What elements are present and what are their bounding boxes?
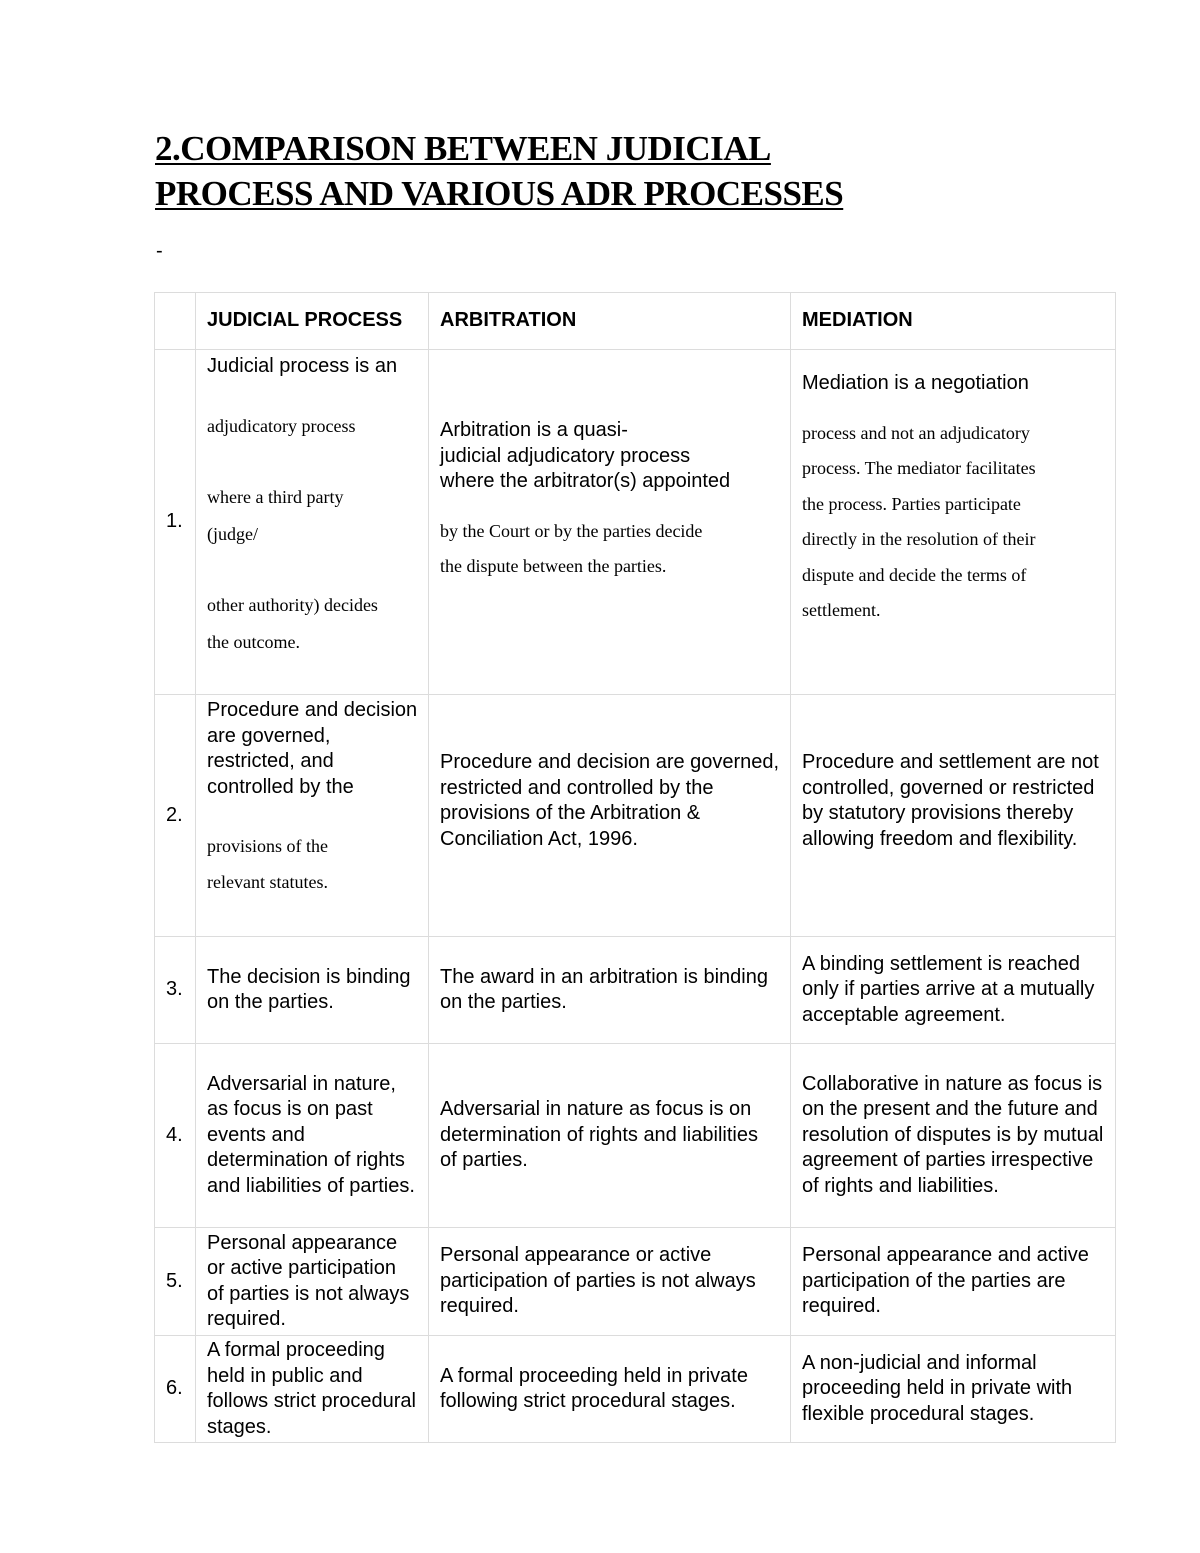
table-row	[155, 1336, 1116, 1443]
judicial-cell: Personal appearance or active participation of parties is not always required.	[196, 1228, 429, 1336]
cell-line: where the arbitrator(s) appointed	[440, 470, 731, 492]
arbitration-cell: The award in an arbitration is binding on the parties.	[429, 937, 791, 1044]
table-row	[155, 695, 1116, 937]
mediation-cell: Procedure and settlement are not controlled, governed or restricted by statutory provisions thereby allowing freedom and flexibility.	[791, 695, 1116, 937]
title-line-2: PROCESS AND VARIOUS ADR PROCESSES	[155, 174, 844, 213]
mediation-cell	[791, 350, 1116, 695]
cell-line: other authority) decides	[207, 595, 378, 615]
header-number	[155, 293, 196, 350]
cell-line: dispute and decide the terms of	[802, 564, 1027, 585]
cell-line: Procedure and decision are governed, restricted, and controlled by the	[207, 699, 418, 798]
arbitration-cell: Personal appearance or active participation of parties is not always required.	[429, 1228, 791, 1336]
cell-line: relevant statutes.	[207, 871, 328, 892]
mediation-cell: A binding settlement is reached only if parties arrive at a mutually acceptable agreement.	[791, 937, 1116, 1044]
cell-line: process. The mediator facilitates	[802, 458, 1036, 478]
row-number: 1.	[155, 350, 196, 695]
cell-line: provisions of the	[207, 836, 328, 856]
cell-line: settlement.	[802, 600, 881, 620]
header-judicial-process: JUDICIAL PROCESS	[196, 293, 429, 350]
cell-line: Judicial process is an	[207, 355, 398, 377]
cell-line: where a third party	[207, 487, 344, 507]
cell-line: by the Court or by the parties decide	[440, 520, 703, 541]
judicial-cell: A formal proceeding held in public and follows strict procedural stages.	[196, 1336, 429, 1443]
arbitration-cell: Procedure and decision are governed, restricted and controlled by the provisions of the Arbitration & Conciliation Act, 1996.	[429, 695, 791, 937]
mediation-cell: A non-judicial and informal proceeding held in private with flexible procedural stages.	[791, 1336, 1116, 1443]
header-arbitration: ARBITRATION	[429, 293, 791, 350]
table-row	[155, 1228, 1116, 1336]
table-header-row	[155, 293, 1116, 350]
judicial-cell	[196, 695, 429, 937]
dash-marker: -	[156, 240, 163, 262]
cell-line: Arbitration is a quasi-	[440, 419, 628, 441]
row-number: 2.	[155, 695, 196, 937]
mediation-cell: Collaborative in nature as focus is on the present and the future and resolution of disputes is by mutual agreement of parties irrespective of rights and liabilities.	[791, 1044, 1116, 1228]
cell-line: process and not an adjudicatory	[802, 422, 1030, 443]
document-title	[155, 126, 1055, 216]
cell-line: adjudicatory process	[207, 415, 356, 436]
judicial-cell	[196, 350, 429, 695]
table-row	[155, 1044, 1116, 1228]
header-mediation: MEDIATION	[791, 293, 1116, 350]
cell-line: Mediation is a negotiation	[802, 372, 1029, 394]
cell-line: the outcome.	[207, 631, 300, 652]
table-row	[155, 937, 1116, 1044]
cell-line: directly in the resolution of their	[802, 529, 1036, 549]
cell-line: the dispute between the parties.	[440, 556, 667, 576]
judicial-cell: The decision is binding on the parties.	[196, 937, 429, 1044]
mediation-cell: Personal appearance and active participation of the parties are required.	[791, 1228, 1116, 1336]
table-row	[155, 350, 1116, 695]
arbitration-cell: A formal proceeding held in private following strict procedural stages.	[429, 1336, 791, 1443]
comparison-table	[154, 292, 1116, 1443]
cell-line: (judge/	[207, 523, 258, 544]
cell-line: the process. Parties participate	[802, 493, 1021, 514]
title-line-1: 2.COMPARISON BETWEEN JUDICIAL	[155, 129, 771, 168]
row-number: 5.	[155, 1228, 196, 1336]
row-number: 6.	[155, 1336, 196, 1443]
cell-line: judicial adjudicatory process	[440, 444, 691, 467]
arbitration-cell	[429, 350, 791, 695]
arbitration-cell: Adversarial in nature as focus is on determination of rights and liabilities of parties.	[429, 1044, 791, 1228]
judicial-cell: Adversarial in nature, as focus is on past events and determination of rights and liabilities of parties.	[196, 1044, 429, 1228]
row-number: 4.	[155, 1044, 196, 1228]
row-number: 3.	[155, 937, 196, 1044]
